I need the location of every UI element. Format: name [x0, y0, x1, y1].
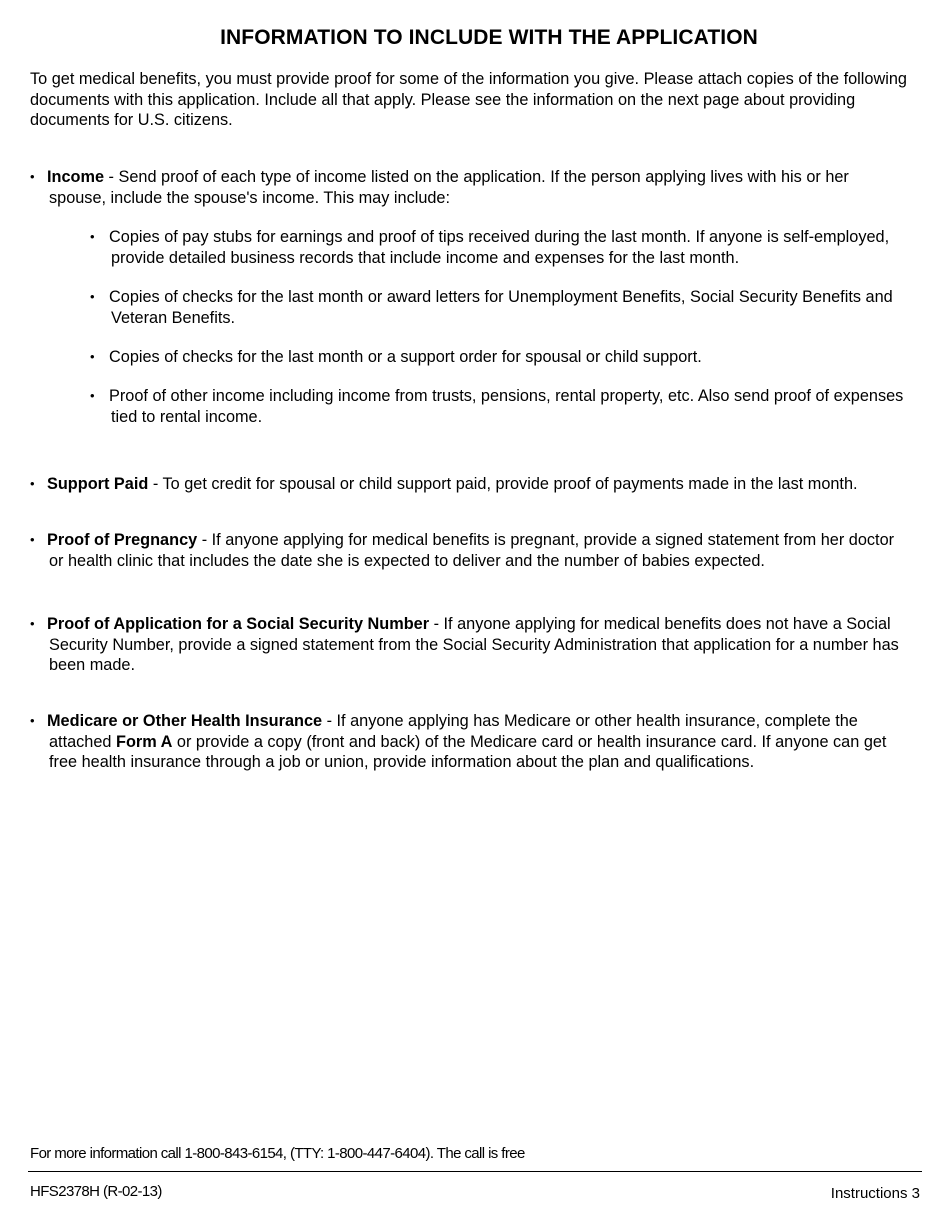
- sub-item-text: Copies of checks for the last month or award letters for Unemployment Benefits, Social Security Benefits and Veteran Benefits.: [109, 288, 893, 327]
- income-sub-item-support: [90, 347, 910, 368]
- form-number: HFS2378H (R-02-13): [30, 1183, 162, 1200]
- ssn-text: - If anyone applying for medical benefits does not have a Social Security Number, provide a signed statement from the Social Security Administration that application for a number has been made.: [49, 615, 899, 675]
- income-heading: Income: [47, 168, 105, 186]
- insurance-text-after: or provide a copy (front and back) of the Medicare card or health insurance card. If anyone can get free health insurance through a job or union, provide information about the plan and qualifications.: [49, 732, 887, 772]
- bullet-icon: •: [30, 169, 35, 184]
- insurance-heading: Medicare or Other Health Insurance: [47, 712, 323, 730]
- support-paid-heading: Support Paid: [47, 475, 149, 493]
- sub-item-text: Copies of pay stubs for earnings and proof of tips received during the last month. If anyone is self-employed, provide detailed business records that include income and expenses for the last month.: [109, 228, 890, 267]
- bullet-icon: •: [90, 289, 95, 304]
- footer-divider: [28, 1171, 922, 1172]
- bullet-icon: •: [90, 349, 95, 364]
- form-a-reference: Form A: [116, 732, 173, 751]
- income-sub-item-pay-stubs: [90, 227, 910, 268]
- page-title: INFORMATION TO INCLUDE WITH THE APPLICATION: [220, 26, 758, 49]
- bullet-icon: •: [90, 229, 95, 244]
- footer-contact-note: For more information call 1-800-843-6154, (TTY: 1-800-447-6404). The call is free: [30, 1145, 525, 1162]
- income-text: - Send proof of each type of income listed on the application. If the person applying lives with his or her spouse, include the spouse's income. This may include:: [49, 168, 849, 207]
- bullet-icon: •: [30, 476, 35, 491]
- support-paid-section: [30, 474, 910, 495]
- sub-item-text: Copies of checks for the last month or a support order for spousal or child support.: [109, 348, 702, 366]
- ssn-section: [30, 614, 910, 676]
- intro-paragraph: To get medical benefits, you must provide proof for some of the information you give. Please attach copies of the following documents with this application. Include all that apply. Please see the information on the next page about providing documents for U.S. citizens.: [30, 70, 907, 130]
- income-section: [30, 167, 910, 208]
- sub-item-text: Proof of other income including income from trusts, pensions, rental property, etc. Also send proof of expenses tied to rental income.: [109, 387, 904, 426]
- page-label: Instructions 3: [830, 1185, 920, 1202]
- bullet-icon: •: [30, 616, 35, 631]
- income-sub-item-benefits: [90, 287, 910, 328]
- bullet-icon: •: [30, 532, 35, 547]
- pregnancy-heading: Proof of Pregnancy: [47, 531, 198, 549]
- pregnancy-text: - If anyone applying for medical benefits is pregnant, provide a signed statement from her doctor or health clinic that includes the date she is expected to deliver and the number of babies expected.: [49, 531, 895, 570]
- income-sub-item-other: [90, 386, 910, 427]
- insurance-section: [30, 711, 910, 773]
- support-paid-text: - To get credit for spousal or child support paid, provide proof of payments made in the last month.: [148, 475, 858, 493]
- ssn-heading: Proof of Application for a Social Security Number: [47, 615, 430, 633]
- bullet-icon: •: [30, 713, 35, 728]
- insurance-text-before: - If anyone applying has Medicare or other health insurance, complete the attached: [49, 712, 858, 751]
- pregnancy-section: [30, 530, 910, 571]
- bullet-icon: •: [90, 388, 95, 403]
